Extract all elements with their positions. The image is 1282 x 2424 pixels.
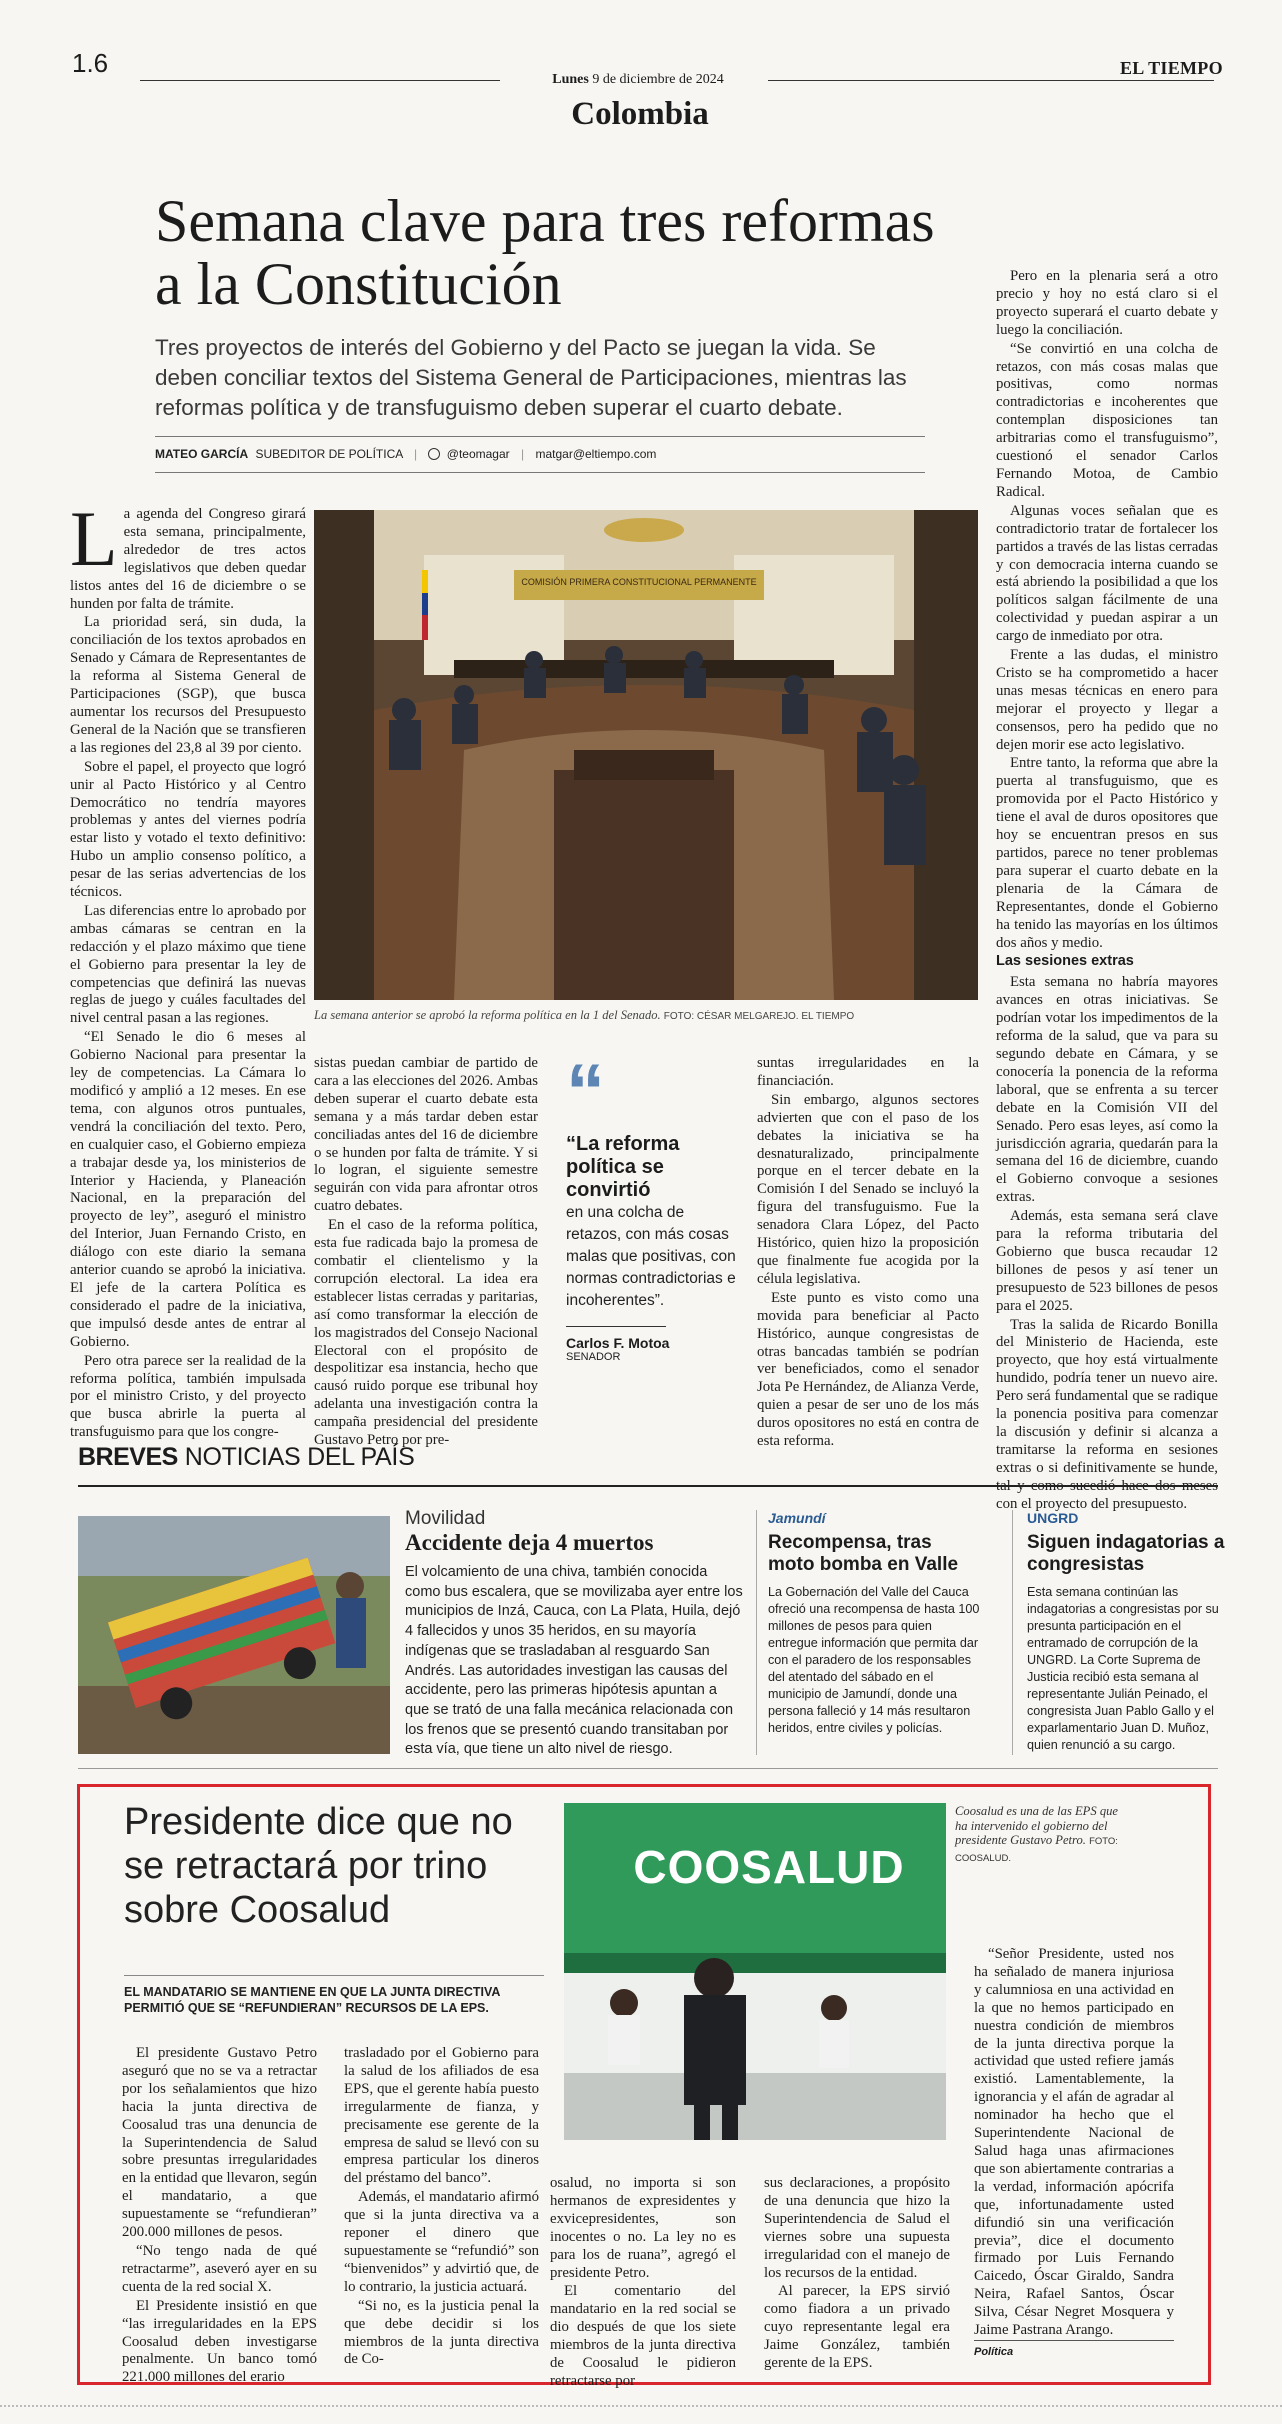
pull-quote	[566, 1047, 736, 1363]
box-deck-rule	[124, 1975, 544, 1976]
paragraph: Pero otra parece ser la realidad de la reforma política, también impulsada por el ministro Cristo, y del proyecto que busca abrirle la puerta al transfuguismo para que los congre-	[70, 1352, 306, 1441]
caption-credit: FOTO: CÉSAR MELGAREJO. EL TIEMPO	[663, 1011, 855, 1022]
twitter-icon	[428, 448, 440, 460]
brief-kicker: UNGRD	[1027, 1510, 1079, 1526]
byline-rule	[155, 436, 925, 437]
main-deck: Tres proyectos de interés del Gobierno y del Pacto se juegan la vida. Se deben conciliar textos del Sistema General de Participaciones, mientras las reformas política y de transfuguismo deben superar el cuarto debate.	[155, 335, 907, 420]
paragraph: Además, el mandatario afirmó que si la junta directiva va a reponer el dinero que supuestamente se “refundió” son “bienvenidos” y advirtió que, de lo contrario, la justicia actuará.	[344, 2189, 539, 2295]
newspaper-logo: EL TIEMPO	[1120, 58, 1223, 78]
paragraph: La prioridad será, sin duda, la conciliación de los textos aprobados en Senado y Cámara de Representantes de la reforma al Sistema General de Participaciones (SGP), que busca aumentar los recursos del Presupuesto General de la Nación que se transfieren a las regiones del 23,8 al 39 por ciento.	[70, 614, 306, 756]
main-column-3	[757, 1055, 979, 1451]
coosalud-photo	[564, 1803, 946, 2140]
section-tag-rule	[974, 2340, 1174, 2341]
brief-kicker: Movilidad	[405, 1508, 486, 1529]
byline-separator: |	[413, 447, 418, 461]
page-bottom-edge	[0, 2405, 1282, 2407]
paragraph: Además, esta semana será clave para la reforma tributaria del Gobierno que busca recaudar 12 billones de pesos y así tener un presupuesto de 523 billones de pesos para el 2025.	[996, 1208, 1218, 1314]
header-rule-left	[140, 80, 500, 81]
brief-divider	[1012, 1510, 1013, 1755]
paragraph: Frente a las dudas, el ministro Cristo se ha comprometido a hacer unas mesas técnicas en enero para mejorar el proyecto y llegar a consensos, pero ha pedido que no dejen morir ese acto legislativo.	[996, 647, 1218, 753]
brief-body: La Gobernación del Valle del Cauca ofreció una recompensa de hasta 100 millones de pesos para quien entregue información que permita dar con el paradero de los responsables del atentado del sábado en el municipio de Jamundí, donde una persona falleció y 14 más resultaron heridos, entre civiles y policías.	[768, 1585, 980, 1735]
box-deck: EL MANDATARIO SE MANTIENE EN QUE LA JUNTA DIRECTIVA PERMITIÓ QUE SE “REFUNDIERAN” RECURSOS DE LA EPS.	[124, 1985, 500, 2015]
quote-lead: “La reforma política se convirtió	[566, 1133, 680, 1201]
box-photo-caption	[955, 1804, 1125, 1866]
paragraph: Las diferencias entre lo aprobado por ambas cámaras se centran en la redacción y el plazo máximo que tiene el Gobierno para presentar la ley de competencias que definirá las nuevas reglas de juego y cuáles facultades del nivel central pasan a las regiones.	[70, 902, 306, 1027]
paragraph: suntas irregularidades en la financiación.	[757, 1055, 979, 1089]
paragraph: Sin embargo, algunos sectores advierten que con el paso de los debates la iniciativa se ha desnaturalizado, principalmente porque en el tercer debate en la Comisión I del Senado se incluyó la figura del transfuguismo. Fue la senadora Clara López, del Pacto Histórico, quien hizo la proposición que finalmente fue acogida por la célula legislativa.	[757, 1091, 979, 1287]
paragraph: “Se convirtió en una colcha de retazos, con más cosas malas que positivas, como normas contradictorias e incoherentes que contemplan disposiciones tan arbitrarias como el transfuguismo”, cuestionó el senador Carlos Fernando Motoa, de Cambio Radical.	[996, 340, 1218, 500]
paragraph: sistas puedan cambiar de partido de cara a las elecciones del 2026. Ambas deben superar el cuarto debate esta semana y a más tardar deben estar conciliadas antes del 16 de diciembre o se hunden por falta de trámite. Y si lo logran, el siguiente semestre seguirán con vida para afrontar otros cuatro debates.	[314, 1055, 538, 1215]
photo-banner: COMISIÓN PRIMERA CONSTITUCIONAL PERMANENTE	[521, 577, 757, 587]
paragraph: Sobre el papel, el proyecto que logró unir al Pacto Histórico y al Centro Democrático no tendría mayores problemas y antes del viernes podría estar listo y votado el texto definitivo: Hubo un amplio consenso político, a pesar de las serias advertencias de los técnicos.	[70, 758, 306, 901]
paragraph: El Presidente insistió en que “las irregularidades en la EPS Coosalud deben investigarse penalmente. Un banco tomó 221.000 millones del erario	[122, 2297, 317, 2386]
box-column-1	[122, 2045, 317, 2387]
quote-role: SENADOR	[566, 1351, 621, 1363]
brief-item	[1027, 1510, 1227, 1754]
brief-body: Esta semana continúan las indagatorias a congresistas por su presunta participación en el entramado de corrupción de la UNGRD. La Corte Suprema de Justicia recibió esta semana al representante Julián Peinado, el congresista Juan Pablo Gallo y el exparlamentario Juan D. Muñoz, quien renunció a su cargo.	[1027, 1585, 1219, 1752]
paragraph: Esta semana no habría mayores avances en otras iniciativas. Se podrían votar los impedimentos de la reforma de la salud, que va para su segundo debate en Cámara, y se conocería la ponencia de la reforma laboral, que se enfrenta a su tercer debate en la Comisión VII del Senado. Pero esas leyes, así como la jurisdicción agraria, quedarán para la semana del 16 de diciembre, cuando el Gobierno convoque a sesiones extras.	[996, 974, 1218, 1206]
box-column-3	[550, 2175, 736, 2391]
byline-author: MATEO GARCÍA	[155, 447, 249, 461]
section-title: Colombia	[571, 96, 709, 132]
paragraph: “No tengo nada de qué retractarme”, aseveró ayer en su cuenta de la red social X.	[122, 2242, 317, 2295]
paragraph: El comentario del mandatario en la red social se dio después de que los siete miembros de la junta directiva de Coosalud le pidieron retractarse por	[550, 2283, 736, 2389]
page-number: 1.6	[72, 48, 109, 78]
paragraph: trasladado por el Gobierno para la salud de los afiliados de esa EPS, que el gerente había puesto irregularmente de fianza, y precisamente ese gerente de la empresa de salud se llevó con su empresa particular los dineros del préstamo del banco”.	[344, 2045, 539, 2187]
brief-kicker: Jamundí	[768, 1510, 826, 1526]
paragraph: Tras la salida de Ricardo Bonilla del Ministerio de Hacienda, este proyecto, que hoy está virtualmente hundido, podría tener un nuevo aire. Pero será fundamental que se radique la ponencia positiva para comenzar la discusión y definir si alcanza a tramitarse la reforma en sesiones extras o si definitivamente se hunde, tal y como sucedió hace dos meses con el proyecto del presupuesto.	[996, 1316, 1218, 1512]
box-column-4	[764, 2175, 950, 2373]
brief-title: Recompensa, tras moto bomba en Valle	[768, 1532, 959, 1575]
byline	[155, 447, 925, 461]
box-column-5	[974, 1946, 1174, 2340]
dateline	[520, 72, 756, 88]
paragraph: osalud, no importa si son hermanos de expresidentes y exvicepresidentes, son inocentes o no. La ley no es para los de ruana”, agregó el presidente Petro.	[550, 2175, 736, 2281]
byline-role: SUBEDITOR DE POLÍTICA	[255, 447, 403, 461]
brief-title: Siguen indagatorias a congresistas	[1027, 1532, 1225, 1575]
caption-credit: FOTO: COOSALUD.	[955, 1836, 1118, 1864]
paragraph: a agenda del Congreso girará esta semana, principalmente, alrededor de tres actos legislativos que deben quedar listos antes del 16 de diciembre o se hunden por falta de trámite.	[70, 506, 306, 612]
main-column-2	[314, 1055, 538, 1450]
box-column-2	[344, 2045, 539, 2369]
quote-rule	[566, 1326, 666, 1327]
brief-divider	[756, 1510, 757, 1755]
caption-text: Coosalud es una de las EPS que ha intervenido el gobierno del presidente Gustavo Petro.	[955, 1804, 1119, 1847]
breves-title-bold: BREVES	[78, 1443, 178, 1471]
brief-title: Accidente deja 4 muertos	[405, 1530, 654, 1555]
caption-text: La semana anterior se aprobó la reforma política en la 1 del Senado.	[314, 1008, 661, 1022]
box-headline: Presidente dice que no se retractará por trino sobre Coosalud	[124, 1801, 513, 1931]
paragraph: Pero en la plenaria será a otro precio y hoy no está claro si el proyecto superará el cuarto debate y luego la conciliación.	[996, 268, 1218, 338]
paragraph: “Si no, es la justicia penal la que debe decidir si los miembros de la junta directiva de Co-	[344, 2297, 539, 2368]
paragraph: sus declaraciones, a propósito de una denuncia que hizo la Superintendencia de Salud el viernes sobre una supuesta irregularidad con el manejo de los recursos de la entidad.	[764, 2175, 950, 2281]
byline-handle[interactable]: @teomagar	[446, 447, 510, 461]
subheading: Las sesiones extras	[996, 953, 1134, 970]
breves-rule	[78, 1485, 1218, 1487]
paragraph: Entre tanto, la reforma que abre la puerta al transfuguismo, que es promovida por el Pacto Histórico y tiene el aval de duros opositores que hoy se encuentran presos en sus partidos, parece no tener problemas para superar el cuarto debate en la plenaria de la Cámara de Representantes, donde el Gobierno ha tenido las mayorías en los últimos dos años y medio.	[996, 755, 1218, 951]
quote-text: en una colcha de retazos, con más cosas malas que positivas, con normas contradictorias e incoherentes”.	[566, 1204, 736, 1309]
quote-mark-icon: “	[566, 1047, 605, 1135]
main-column-1	[70, 495, 306, 1442]
breves-bottom-rule	[78, 1768, 1218, 1769]
photo-caption	[314, 1008, 978, 1023]
byline-email[interactable]: matgar@eltiempo.com	[535, 447, 657, 461]
paragraph: El presidente Gustavo Petro aseguró que no se va a retractar por los señalamientos que hizo hacia la junta directiva de Coosalud tras una denuncia de la Superintendencia de Salud sobre presuntas irregularidades en la entidad que llevaron, según el mandatario, a que supuestamente se “refundieran” 200.000 millones de pesos.	[122, 2045, 317, 2241]
overturned-bus-illustration	[78, 1516, 390, 1754]
paragraph: Algunas voces señalan que es contradictorio tratar de fortalecer los partidos a través de las listas cerradas y con democracia interna cuando se está abriendo la posibilidad a que los políticos salgan fácilmente de una colectividad y puedan aspirar a un cargo de inmediato por otra.	[996, 502, 1218, 645]
senate-commission-photo	[314, 510, 978, 1000]
brief-body: El volcamiento de una chiva, también conocida como bus escalera, que se movilizaba ayer entre los municipios de Inzá, Cauca, con La Plata, Huila, dejó 4 fallecidos y unos 35 heridos, en su mayoría indígenas que se trasladaban al resguardo San Andrés. Las autoridades investigan las causas del accidente, pero las primeras hipótesis apuntan a que se trató de una falla mecánica relacionada con los frenos que se presentó cuando transitaban por esta vía, que tiene un alto nivel de riesgo.	[405, 1564, 743, 1758]
senate-commission-illustration	[314, 510, 978, 1000]
header-rule-right	[768, 80, 1214, 81]
brief-item	[768, 1510, 983, 1737]
date-day: Lunes	[552, 72, 589, 87]
main-headline: Semana clave para tres reformas a la Constitución	[155, 188, 935, 317]
coosalud-office-illustration	[564, 1803, 946, 2140]
section-tag: Política	[974, 2346, 1014, 2358]
paragraph: “Señor Presidente, usted nos ha señalado de manera injuriosa y calumniosa en una actividad en la que no hemos participado en nuestra condición de miembros de la junta directiva porque la actividad que usted refiere jamás existió. Lamentablemente, la ignorancia y el afán de agradar al nominador ha hecho que el Superintendente Nacional de Salud haga unas afirmaciones que son abiertamente contrarias a la verdad, información apócrifa que, infortunadamente usted difundió sin una verificación previa”, dice el documento firmado por Luis Fernando Caicedo, Óscar Giraldo, Sandra Neira, Rafael Santos, Óscar Silva, César Negret Mosquera y Jaime Pastrana Arango.	[974, 1946, 1174, 2339]
byline-rule-bottom	[155, 472, 925, 473]
drop-cap: L	[70, 495, 118, 582]
photo-sign: COOSALUD	[633, 1841, 905, 1893]
quote-author: Carlos F. Motoa	[566, 1335, 670, 1351]
paragraph: En el caso de la reforma política, esta fue radicada bajo la promesa de combatir el clientelismo y la corrupción electoral. La idea era establecer listas cerradas y paritarias, así como transformar la elección de los magistrados del Consejo Nacional Electoral con el propósito de despolitizar esa instancia, hecho que causó ruido porque ese tribunal hoy adelanta una investigación contra la campaña presidencial del presidente Gustavo Petro por pre-	[314, 1217, 538, 1449]
paragraph: Este punto es visto como una movida para beneficiar al Pacto Histórico, aunque congresistas de otras bancadas también se podrían ver beneficiados, como el senador Jota Pe Hernández, de Alianza Verde, quien a pesar de ser uno de los más duros opositores no está en contra de esta reforma.	[757, 1289, 980, 1450]
date-rest: 9 de diciembre de 2024	[592, 72, 724, 87]
byline-separator: |	[521, 447, 525, 461]
accident-photo	[78, 1516, 390, 1754]
main-column-4	[996, 268, 1218, 1514]
paragraph: “El Senado le dio 6 meses al Gobierno Nacional para presentar la ley de competencias. La Cámara lo modificó y amplió a 12 meses. En ese tema, con algunos otros puntuales, vendrá la conciliación del texto. Pero, en cualquier caso, el Gobierno empieza a trabajar desde ya, los ministerios de Interior y Hacienda, y Planeación Nacional, en la preparación del proyecto de ley”, aseguró el ministro del Interior, Juan Fernando Cristo, en diálogo con este diario la semana anterior cuando se aprobó la iniciativa. El jefe de la cartera Política es considerado el padre de la iniciativa, que impulsó desde antes de entrar al Gobierno.	[70, 1029, 306, 1350]
breves-title-rest: NOTICIAS DEL PAÍS	[184, 1443, 415, 1471]
paragraph: Al parecer, la EPS sirvió como fiadora a un privado cuyo representante legal era Jaime González, también gerente de la EPS.	[764, 2283, 950, 2372]
breves-title	[78, 1443, 414, 1472]
